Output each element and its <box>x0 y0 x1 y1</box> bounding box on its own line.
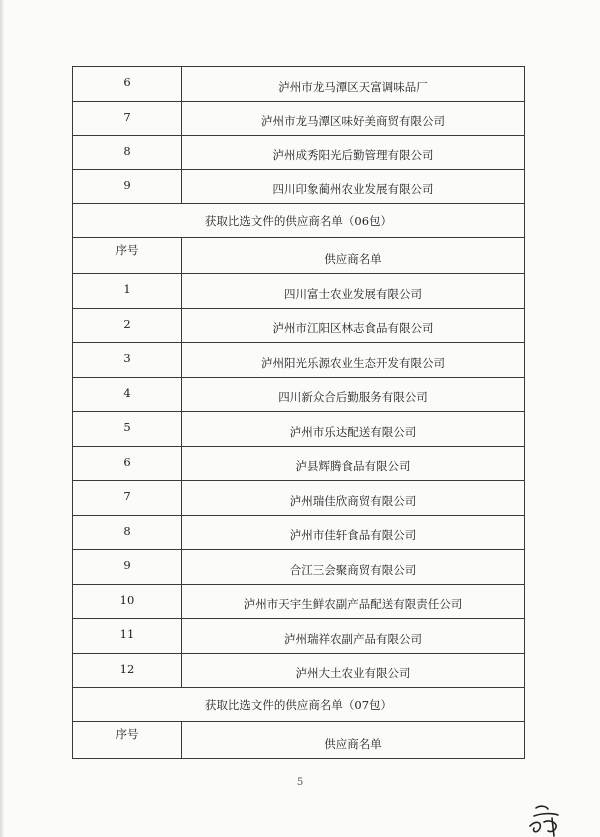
section-06-title-row <box>73 204 525 238</box>
row-number: 12 <box>73 654 182 688</box>
table-row <box>73 136 525 170</box>
handwritten-signature-icon <box>522 800 566 837</box>
row-number: 8 <box>73 136 182 170</box>
row-number: 6 <box>73 67 182 102</box>
row-number: 3 <box>73 343 182 378</box>
section-07-title-row <box>73 688 525 722</box>
supplier-name: 泸州市龙马潭区味好美商贸有限公司 <box>182 102 525 136</box>
section-07-title: 获取比选文件的供应商名单（07包） <box>73 688 525 722</box>
table-row <box>73 67 525 102</box>
supplier-name: 泸州市天宇生鲜农副产品配送有限责任公司 <box>182 585 525 619</box>
table-row <box>73 550 525 585</box>
row-number: 7 <box>73 481 182 516</box>
row-number: 11 <box>73 619 182 654</box>
table-row <box>73 654 525 688</box>
row-number: 9 <box>73 170 182 204</box>
column-header-supplier: 供应商名单 <box>182 722 525 759</box>
supplier-name: 泸州大土农业有限公司 <box>182 654 525 688</box>
table-row <box>73 585 525 619</box>
table-row <box>73 447 525 481</box>
row-number: 7 <box>73 102 182 136</box>
table-row <box>73 619 525 654</box>
table-row <box>73 481 525 516</box>
supplier-name: 四川印象蔺州农业发展有限公司 <box>182 170 525 204</box>
page-edge-shadow <box>0 0 4 837</box>
column-header-supplier: 供应商名单 <box>182 238 525 274</box>
supplier-name: 泸州市乐达配送有限公司 <box>182 412 525 447</box>
row-number: 5 <box>73 412 182 447</box>
supplier-name: 泸州市江阳区林志食品有限公司 <box>182 309 525 343</box>
supplier-name: 泸州阳光乐源农业生态开发有限公司 <box>182 343 525 378</box>
supplier-name: 泸州市龙马潭区天富调味品厂 <box>182 67 525 102</box>
page-number: 5 <box>296 777 304 788</box>
row-number: 10 <box>73 585 182 619</box>
supplier-name: 泸州瑞祥农副产品有限公司 <box>182 619 525 654</box>
table-row <box>73 274 525 309</box>
section-07-header-row <box>73 722 525 759</box>
row-number: 8 <box>73 516 182 550</box>
supplier-name: 合江三会聚商贸有限公司 <box>182 550 525 585</box>
supplier-name: 泸州市佳轩食品有限公司 <box>182 516 525 550</box>
table-row <box>73 343 525 378</box>
column-header-number: 序号 <box>73 722 182 759</box>
table-row <box>73 309 525 343</box>
supplier-name: 四川新众合后勤服务有限公司 <box>182 378 525 412</box>
table-row <box>73 412 525 447</box>
section-06-title: 获取比选文件的供应商名单（06包） <box>73 204 525 238</box>
supplier-name: 四川富士农业发展有限公司 <box>182 274 525 309</box>
column-header-number: 序号 <box>73 238 182 274</box>
supplier-name: 泸州瑞佳欣商贸有限公司 <box>182 481 525 516</box>
supplier-name: 泸县辉腾食品有限公司 <box>182 447 525 481</box>
row-number: 2 <box>73 309 182 343</box>
supplier-table <box>72 66 525 759</box>
row-number: 4 <box>73 378 182 412</box>
row-number: 6 <box>73 447 182 481</box>
row-number: 1 <box>73 274 182 309</box>
table-row <box>73 516 525 550</box>
row-number: 9 <box>73 550 182 585</box>
section-06-header-row <box>73 238 525 274</box>
supplier-name: 泸州成秀阳光后勤管理有限公司 <box>182 136 525 170</box>
table-row <box>73 378 525 412</box>
table-row <box>73 170 525 204</box>
table-row <box>73 102 525 136</box>
